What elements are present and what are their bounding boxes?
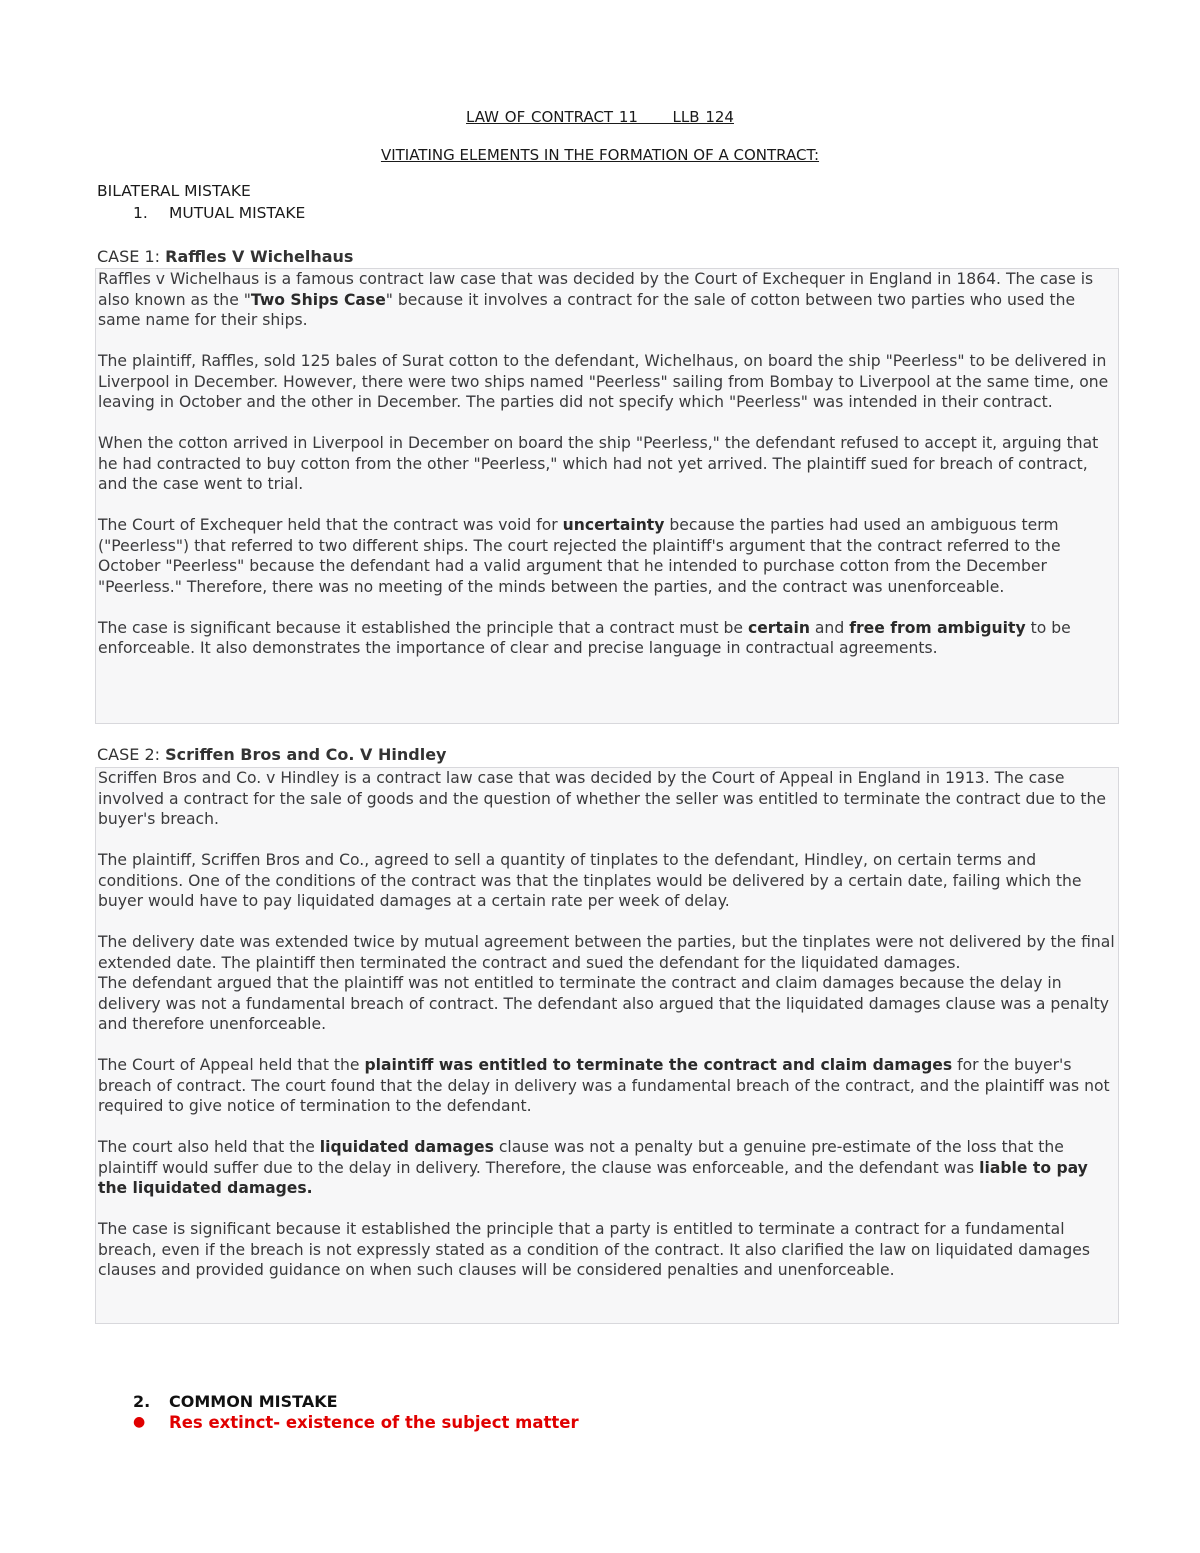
list-number: 2. <box>133 1392 151 1411</box>
common-mistake-heading <box>133 1392 338 1411</box>
list-number: 1. <box>133 204 148 222</box>
case2-paragraph: The plaintiff, Scriffen Bros and Co., agreed to sell a quantity of tinplates to the defendant, Hindley, on certain terms and conditions. One of the conditions of the contract was that the tinplates would be delivered by a certain date, failing which the buyer would have to pay liquidated damages at a certain rate per week of delay. <box>98 851 1082 910</box>
case1-paragraph: The case is significant because it established the principle that a contract must be certain and free from ambiguity to be enforceable. It also demonstrates the importance of clear and precise language in contractual agreements. <box>98 618 1071 657</box>
case1-title <box>97 247 353 266</box>
case2-paragraph: The defendant argued that the plaintiff was not entitled to terminate the contract and claim damages because the delay in delivery was not a fundamental breach of contract. The defendant also argued that the liquidated damages clause was a penalty and therefore unenforceable. <box>98 974 1110 1033</box>
case2-paragraph: The case is significant because it established the principle that a party is entitled to terminate a contract for a fundamental breach, even if the breach is not expressly stated as a condition of the contract. It also clarified the law on liquidated damages clauses and provided guidance on when such clauses will be considered penalties and unenforceable. <box>98 1220 1090 1279</box>
case2-prefix: CASE 2: <box>97 745 166 764</box>
case2-name: Scriffen Bros and Co. V Hindley <box>165 745 447 764</box>
case1-paragraph: Raffles v Wichelhaus is a famous contract law case that was decided by the Court of Exchequer in England in 1864. The case is also known as the "Two Ships Case" because it involves a contract for the sale of cotton between two parties who used the same name for their ships. <box>98 270 1094 329</box>
case1-paragraph: The plaintiff, Raffles, sold 125 bales of Surat cotton to the defendant, Wichelhaus, on board the ship "Peerless" to be delivered in Liverpool in December. However, there were two ships named "Peerless" sailing from Bombay to Liverpool at the same time, one leaving in October and the other in December. The parties did not specify which "Peerless" was intended in their contract. <box>98 352 1109 411</box>
mutual-mistake-heading <box>133 204 305 222</box>
case2-paragraph: The delivery date was extended twice by mutual agreement between the parties, but the tinplates were not delivered by the final extended date. The plaintiff then terminated the contract and sued the defendant for the liquidated damages. <box>98 933 1115 972</box>
topic-title: VITIATING ELEMENTS IN THE FORMATION OF A CONTRACT: <box>380 146 820 164</box>
case1-text-box <box>95 268 1119 724</box>
bilateral-mistake-heading: BILATERAL MISTAKE <box>97 182 251 200</box>
res-extinct-bullet <box>133 1413 579 1432</box>
case2-paragraph: Scriffen Bros and Co. v Hindley is a contract law case that was decided by the Court of Appeal in England in 1913. The case involved a contract for the sale of goods and the question of whether the seller was entitled to terminate the contract due to the buyer's breach. <box>98 769 1107 828</box>
case1-name: Raffles V Wichelhaus <box>165 247 354 266</box>
case1-paragraph: The Court of Exchequer held that the contract was void for uncertainty because the parties had used an ambiguous term ("Peerless") that referred to two different ships. The court rejected the plaintiff's argument that the contract referred to the October "Peerless" because the defendant had a valid argument that he intended to purchase cotton from the December "Peerless." Therefore, there was no meeting of the minds between the parties, and the contract was unenforceable. <box>98 516 1061 596</box>
case2-title <box>97 745 446 764</box>
case2-paragraph: The Court of Appeal held that the plaintiff was entitled to terminate the contract and claim damages for the buyer's breach of contract. The court found that the delay in delivery was a fundamental breach of the contract, and the plaintiff was not required to give notice of termination to the defendant. <box>98 1056 1110 1115</box>
case1-prefix: CASE 1: <box>97 247 166 266</box>
case2-text-box <box>95 767 1119 1324</box>
case1-paragraph: When the cotton arrived in Liverpool in December on board the ship "Peerless," the defendant refused to accept it, arguing that he had contracted to buy cotton from the other "Peerless," which had not yet arrived. The plaintiff sued for breach of contract, and the case went to trial. <box>98 434 1099 493</box>
common-mistake-label: COMMON MISTAKE <box>169 1392 338 1411</box>
course-title: LAW OF CONTRACT 11 LLB 124 <box>466 108 734 126</box>
bullet-icon: ● <box>133 1414 146 1430</box>
case2-paragraph: The court also held that the liquidated damages clause was not a penalty but a genuine pre-estimate of the loss that the plaintiff would suffer due to the delay in delivery. Therefore, the clause was enforceable, and the defendant was liable to pay the liquidated damages. <box>98 1138 1088 1197</box>
mutual-mistake-label: MUTUAL MISTAKE <box>169 204 306 222</box>
res-extinct-text: Res extinct- existence of the subject matter <box>169 1413 579 1432</box>
